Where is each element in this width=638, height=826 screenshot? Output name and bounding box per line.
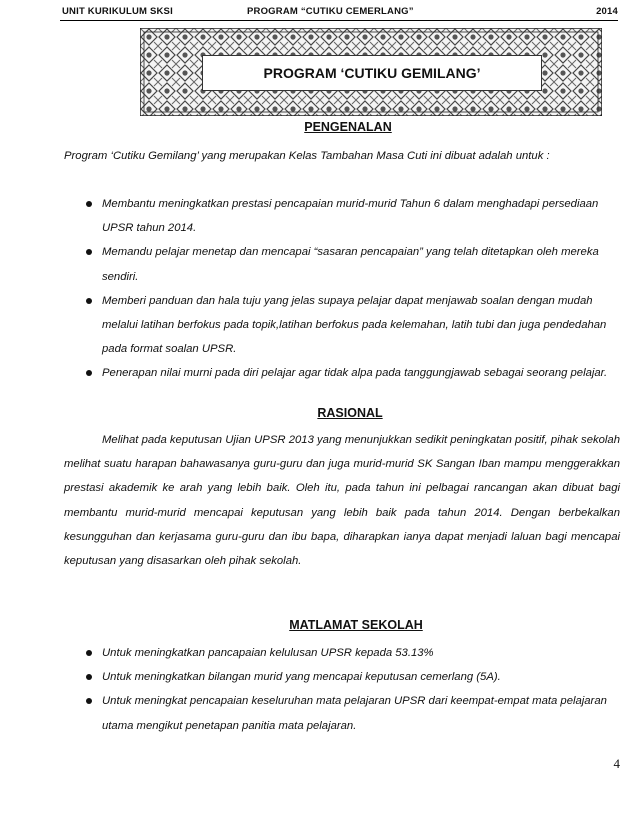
pengenalan-list [64,192,620,386]
bullet-icon [86,298,92,304]
rasional-paragraph: Melihat pada keputusan Ujian UPSR 2013 yang menunjukkan sedikit peningkatan positif, pihak sekolah melihat suatu harapan bahawasanya guru-guru dan juga murid-murid SK Sangan Iban mampu menggerakkan prestasi akademik ke arah yang lebih baik. Oleh itu, pada tahun ini pelbagai rancangan akan dibuat bagi membantu murid-murid mencapai keputusan yang lebih baik pada tahun 2014. Dengan berbekalkan kesungguhan dan kerjasama guru-guru dan ibu bapa, diharapkan ianya dapat menjadi laluan bagi mencapai keputusan yang disasarkan oleh pihak sekolah. [64,434,620,568]
bullet-icon [86,201,92,207]
heading-rasional: RASIONAL [317,406,383,420]
list-item: Untuk meningkat pencapaian keseluruhan mata pelajaran UPSR dari keempat-empat mata pelajaran utama mengikut penetapan panitia mata pelajaran. [64,689,620,737]
banner-title: PROGRAM ‘CUTIKU GEMILANG’ [202,55,542,91]
header-unit: UNIT KURIKULUM SKSI [62,6,173,17]
page-number: 4 [613,756,620,771]
header-year: 2014 [596,6,618,17]
list-item: Untuk meningkatkan bilangan murid yang mencapai keputusan cemerlang (5A). [64,665,620,689]
bullet-icon [86,698,92,704]
heading-matlamat: MATLAMAT SEKOLAH [289,618,423,632]
intro-paragraph: Program ‘Cutiku Gemilang’ yang merupakan Kelas Tambahan Masa Cuti ini dibuat adalah untuk : [64,150,550,162]
header-program: PROGRAM “CUTIKU CEMERLANG” [247,6,414,17]
matlamat-list [64,641,620,738]
decorative-banner [140,28,602,116]
list-item: Memberi panduan dan hala tuju yang jelas supaya pelajar dapat menjawab soalan dengan mudah melalui latihan berfokus pada topik,latihan berfokus pada kelemahan, latih tubi dan juga pendedahan pada format soalan UPSR. [64,289,620,362]
list-item: Untuk meningkatkan pancapaian kelulusan UPSR kepada 53.13% [64,641,620,665]
list-item: Penerapan nilai murni pada diri pelajar agar tidak alpa pada tanggungjawab sebagai seorang pelajar. [64,361,620,385]
bullet-icon [86,674,92,680]
header-divider [60,20,618,21]
bullet-icon [86,650,92,656]
bullet-icon [86,370,92,376]
list-item: Membantu meningkatkan prestasi pencapaian murid-murid Tahun 6 dalam menghadapi persediaan UPSR tahun 2014. [64,192,620,240]
page-header [52,6,618,20]
list-item: Memandu pelajar menetap dan mencapai “sasaran pencapaian” yang telah ditetapkan oleh mereka sendiri. [64,240,620,288]
bullet-icon [86,249,92,255]
heading-pengenalan: PENGENALAN [304,120,392,134]
